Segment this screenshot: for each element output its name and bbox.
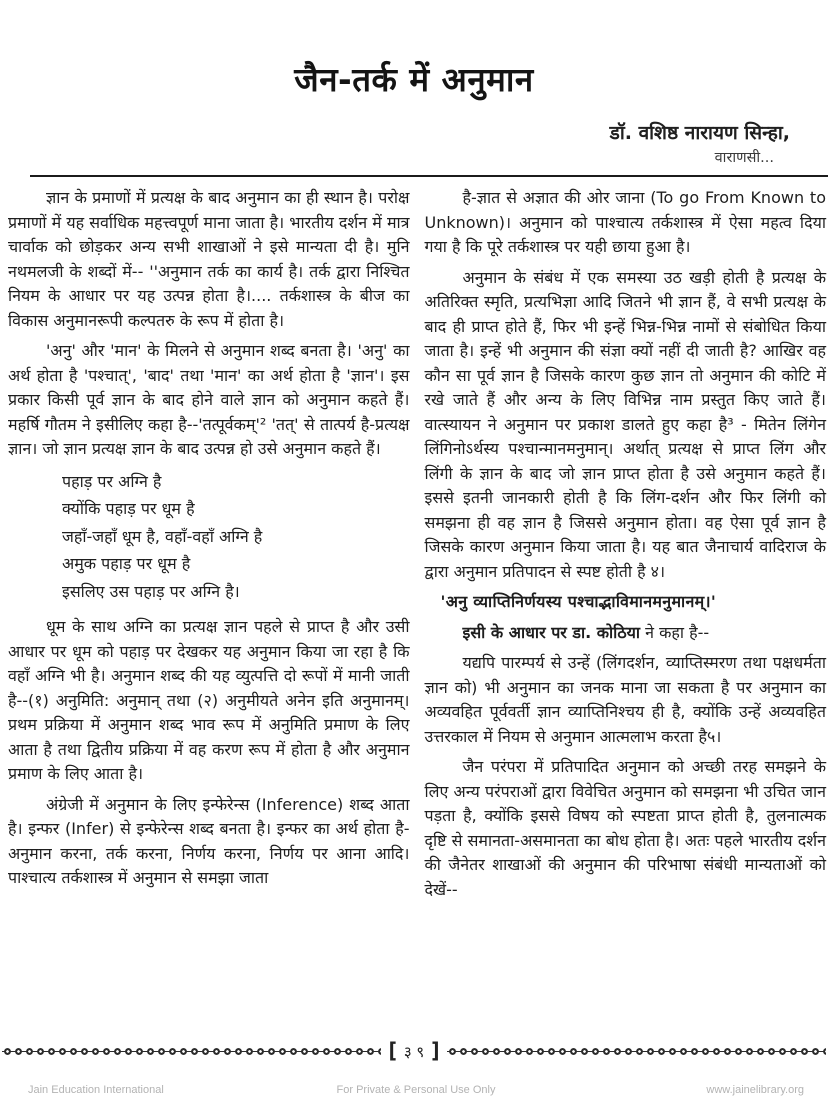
footer-center-text: For Private & Personal Use Only <box>336 1084 496 1096</box>
left-column <box>8 186 410 974</box>
paragraph: अंग्रेजी में अनुमान के लिए इन्फेरेन्स (Inference) शब्द आता है। इन्फर (Infer) से इन्फेरेन्स शब्द बनता है। इन्फर का अर्थ होता है-अनुमान करना, तर्क करना, निर्णय करना, निर्णय पर आना आदि। पाश्चात्य तर्कशास्त्र में अनुमान से समझा जाता <box>8 794 410 887</box>
article-body <box>0 177 828 974</box>
verse-line: जहाँ-जहाँ धूम है, वहाँ-वहाँ अग्नि है <box>62 526 263 546</box>
paragraph: अनुमान के संबंध में एक समस्या उठ खड़ी होती है प्रत्यक्ष के अतिरिक्त स्मृति, प्रत्यभिज्ञा आदि जितने भी ज्ञान हैं, वे सभी प्रत्यक्ष के बाद ही प्राप्त होते हैं, फिर भी इन्हें भिन्न-भिन्न नामों से संबोधित किया जाता है। इन्हें भी अनुमान की संज्ञा क्यों नहीं दी जाती है? आखिर वह कौन सा पूर्व ज्ञान है जिसके कारण कुछ ज्ञान तो अनुमान की कोटि में रखे जाते हैं और अन्य के लिए विभिन्न नाम प्रस्तुत किए जाते हैं। वात्स्यायन ने अनुमान पर प्रकाश डालते हुए कहा है³ - मितेन लिंगेन लिंगिनोऽर्थस्य पश्चान्मानमनुमान्। अर्थात् प्रत्यक्ष से प्राप्त लिंग और लिंगी के ज्ञान के बाद जो ज्ञान प्राप्त होता है उसे अनुमान कहते हैं। इससे इतनी जानकारी होती है कि लिंग-दर्शन और फिर लिंगी को समझना ही वह ज्ञान है जिससे अनुमान होता। वह ऐसा पूर्व ज्ञान है जिसके कारण अनुमान किया जाता है। यह बात जैनाचार्य वादिराज के द्वारा अनुमान प्रतिपादन से स्पष्ट होती है ४। <box>424 267 826 581</box>
page-number-bracket-open: [ <box>388 1038 397 1065</box>
paragraph: धूम के साथ अग्नि का प्रत्यक्ष ज्ञान पहले से प्राप्त है और उसी आधार पर धूम को पहाड़ पर देखकर यह अनुमान किया जा रहा है कि वहाँ अग्नि भी है। अनुमान शब्द की यह व्युत्पत्ति दो रूपों में मानी जाती है--(१) अनुमिति: अनुमान् तथा (२) अनुमीयते अनेन इति अनुमानम्। प्रथम प्रक्रिया में अनुमान शब्द भाव रूप में अनुमिति प्रमाण के लिए आता है तथा द्वितीय प्रक्रिया में वह करण रूप में होता है और अनुमान प्रमाण के लिए आता है। <box>8 617 410 783</box>
verse-line: क्योंकि पहाड़ पर धूम है <box>62 499 195 518</box>
verse-line: पहाड़ पर अग्नि है <box>62 471 162 491</box>
footer-right-text: www.jainelibrary.org <box>706 1084 804 1096</box>
paragraph: यद्यपि पारम्पर्य से उन्हें (लिंगदर्शन, व्याप्तिस्मरण तथा पक्षधर्मता ज्ञान को) भी अनुमान का जनक माना जा सकता है पर अनुमान का अव्यवहित पूर्ववर्ती ज्ञान व्याप्तिनिश्चय ही है, क्योंकि उन्हें अव्यवहित उत्तरकाल में नियम से अनुमान आत्मलाभ करता है५। <box>424 653 826 746</box>
right-column <box>425 186 827 974</box>
attribution-rest: ने कहा है-- <box>640 622 710 642</box>
verse-line: इसलिए उस पहाड़ पर अग्नि है। <box>62 581 240 601</box>
author-name: डॉ. वशिष्ठ नारायण सिन्हा, <box>609 122 790 144</box>
author-location: वाराणसी... <box>714 150 774 166</box>
syllogism-verse <box>62 468 410 606</box>
paragraph: 'अनु' और 'मान' के मिलने से अनुमान शब्द बनता है। 'अनु' का अर्थ होता है 'पश्चात्', 'बाद' तथा 'मान' का अर्थ होता है 'ज्ञान'। इस प्रकार किसी पूर्व ज्ञान के बाद होने वाले ज्ञान को अनुमान कहते हैं। महर्षि गौतम ने इसीलिए कहा है--'तत्पूर्वकम्'² 'तत्' से तात्पर्य है-प्रत्यक्ष ज्ञान। जो ज्ञान प्रत्यक्ष ज्ञान के बाद उत्पन्न हो उसे अनुमान कहते हैं। <box>8 341 410 458</box>
page-number-value: ३ ९ <box>403 1042 425 1061</box>
scan-footer <box>28 1084 804 1096</box>
paragraph: है-ज्ञात से अज्ञात की ओर जाना (To go From Known to Unknown)। अनुमान को पाश्चात्य तर्कशास्त्र में ऐसा महत्व दिया गया है कि पूरे तर्कशास्त्र पर यही छाया हुआ है। <box>424 188 826 256</box>
paragraph: ज्ञान के प्रमाणों में प्रत्यक्ष के बाद अनुमान का ही स्थान है। परोक्ष प्रमाणों में यह सर्वाधिक महत्त्वपूर्ण माना जाता है। भारतीय दर्शन में मात्र चार्वाक को छोड़कर अन्य सभी शाखाओं ने इसे मान्यता दी है। मुनि नथमलजी के शब्दों में-- ''अनुमान तर्क का कार्य है। तर्क द्वारा निश्चित नियम के आधार पर यह उत्पन्न होता है।.... तर्कशास्त्र के बीज का विकास अनुमानरूपी कल्पतरु के रूप में होता है। <box>8 188 410 330</box>
attribution-line <box>425 621 827 646</box>
page-title: जैन-तर्क में अनुमान <box>294 60 534 99</box>
attribution-name: इसी के आधार पर डा. कोठिया <box>462 622 641 642</box>
sanskrit-quote: 'अनु व्याप्तिनिर्णयस्य पश्चाद्भाविमानमनुमानम्।' <box>440 592 717 611</box>
footer-left-text: Jain Education International <box>28 1084 164 1096</box>
verse-line: अमुक पहाड़ पर धूम है <box>62 554 191 573</box>
page-number-bracket-close: ] <box>431 1038 440 1065</box>
paragraph: जैन परंपरा में प्रतिपादित अनुमान को अच्छी तरह समझने के लिए अन्य परंपराओं द्वारा विवेचित अनुमान को समझना भी उचित जान पड़ता है, क्योंकि इससे विषय को स्पष्टता प्राप्त होती है, तुलनात्मक दृष्टि से समानता-असमानता का बोध होता है। अतः पहले भारतीय दर्शन की जैनेतर शाखाओं की अनुमान की परिभाषा संबंधी मान्यताओं को देखें-- <box>424 757 826 899</box>
